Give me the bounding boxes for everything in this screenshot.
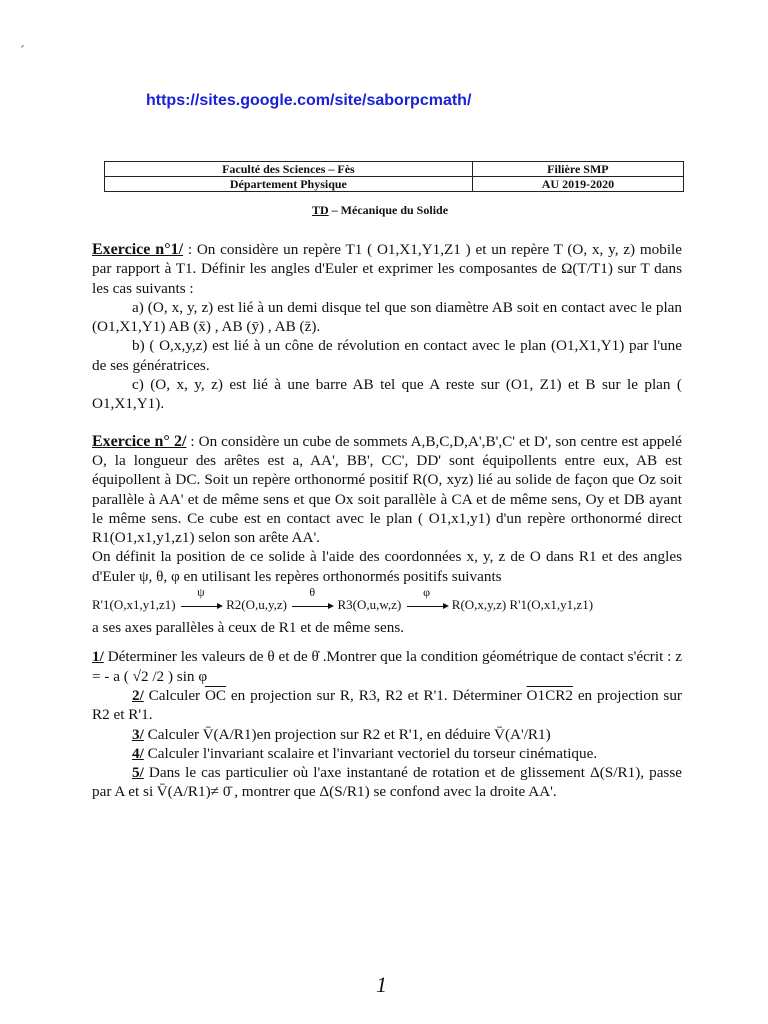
td-title [312, 203, 448, 218]
question-2-text-a: Calculer [143, 686, 205, 704]
frame-r2: R2(O,u,y,z) [226, 597, 287, 613]
question-2 [92, 686, 682, 725]
exercise1-label: Exercice n°1/ [92, 241, 184, 258]
frame-r3: R3(O,u,w,z) [337, 597, 402, 613]
question-3 [92, 725, 682, 744]
header-department: Département Physique [105, 177, 473, 192]
header-table [104, 161, 684, 192]
question-2-text-b: en projection sur R, R3, R2 et R'1. Déterminer [226, 686, 527, 704]
question-5 [92, 763, 682, 802]
angle-psi: ψ [197, 585, 205, 600]
arrow-psi [179, 585, 223, 618]
header-year: AU 2019-2020 [472, 177, 683, 192]
spacer [92, 414, 682, 432]
header-faculty: Faculté des Sciences – Fès [105, 162, 473, 177]
document-body [92, 240, 682, 802]
page-number: 1 [376, 972, 387, 997]
question-1 [92, 647, 682, 686]
question-3-text: Calculer V̄(A/R1)en projection sur R2 et R'1, en déduire V̄(A'/R1) [143, 725, 551, 743]
td-prefix: TD [312, 203, 329, 217]
question-4-text: Calculer l'invariant scalaire et l'invariant vectoriel du torseur cinématique. [143, 744, 598, 762]
chain-note: a ses axes parallèles à ceux de R1 et de même sens. [92, 619, 405, 637]
exercise2-text: : On considère un cube de sommets A,B,C,D,A',B',C' et D', son centre est appelé O, la longueur des arêtes est a, AA', BB', CC', DD' sont équipollents entre eux, AB est équipollent à DC. Soit un repère orthonormé positif R(O, xyz) lié au solide de façon que Oz soit parallèle à AA' et de même sens et que Ox soit parallèle à CA et de même sens, Oy et DB ayant le même sens. Ce cube est en contact avec le plan ( O1,x1,y1) d'un repère orthonormé direct R1(O1,x1,y1,z1) selon son arête AA'. [92, 432, 682, 547]
arrow-line-icon [292, 606, 332, 607]
vector-oc: $\overline{OC}$ [204, 686, 227, 704]
top-mark: ´ [20, 44, 25, 59]
frame-r: R(O,x,y,z) [451, 597, 507, 613]
question-2-number: 2/ [132, 686, 144, 704]
exercise1-case-b: b) ( O,x,y,z) est lié à un cône de révolution en contact avec le plan (O1,X1,Y1) par l'une de ses génératrices. [92, 337, 682, 374]
exercise2-euler-text: On définit la position de ce solide à l'aide des coordonnées x, y, z de O dans R1 et des angles d'Euler ψ, θ, φ en utilisant les repères orthonormés positifs suivants [92, 548, 682, 585]
frame-r1-prime: R'1(O,x1,y1,z1) [92, 597, 176, 613]
arrow-line-icon [407, 606, 447, 607]
td-subject: – Mécanique du Solide [331, 203, 449, 217]
exercise1-case-a: a) (O, x, y, z) est lié à un demi disque tel que son diamètre AB soit en contact avec le plan (O1,X1,Y1) AB (x̄) , AB (ȳ) , AB (z̄). [92, 298, 682, 336]
frame-r1-prime-end: R'1(O,x1,y1,z1) [509, 597, 594, 613]
arrow-phi [405, 585, 449, 618]
exercise1-intro [92, 240, 682, 298]
exercise2-label: Exercice n° 2/ [92, 432, 187, 450]
header-program: Filière SMP [472, 162, 683, 177]
exercise1-case-c: c) (O, x, y, z) est lié à une barre AB tel que A reste sur (O1, Z1) et B sur le plan ( O1,X1,Y1). [92, 376, 682, 413]
frame-chain [92, 585, 682, 618]
question-4-number: 4/ [132, 744, 144, 762]
exercise2-intro [92, 432, 682, 548]
arrow-line-icon [181, 606, 221, 607]
angle-theta: θ [309, 585, 316, 600]
question-2-text-c: en projection sur R2 et R'1. [92, 686, 682, 724]
arrow-theta [290, 585, 334, 618]
question-4 [92, 744, 682, 763]
question-1-text: Déterminer les valeurs de θ et de θ̇ .Montrer que la condition géométrique de contact s'écrit : z = - a ( √2 /2 ) sin φ [92, 648, 682, 685]
question-1-number: 1/ [92, 648, 104, 666]
exercise1-text: : On considère un repère T1 ( O1,X1,Y1,Z1 ) et un repère T (O, x, y, z) mobile par rapport à T1. Définir les angles d'Euler et exprimer les composantes de Ω(T/T1) sur T dans les cas suivants : [92, 241, 683, 297]
question-5-number: 5/ [132, 764, 144, 782]
source-url[interactable]: https://sites.google.com/site/saborpcmath/ [146, 92, 472, 109]
spacer [92, 637, 682, 647]
question-5-text: Dans le cas particulier où l'axe instantané de rotation et de glissement Δ(S/R1), passe par A et si V̄(A/R1)≠ 0̄ , montrer que Δ(S/R1) se confond avec la droite AA'. [92, 764, 682, 801]
question-3-number: 3/ [132, 725, 144, 743]
vector-o1c: O1CR2 [526, 686, 573, 704]
angle-phi: φ [423, 585, 430, 600]
